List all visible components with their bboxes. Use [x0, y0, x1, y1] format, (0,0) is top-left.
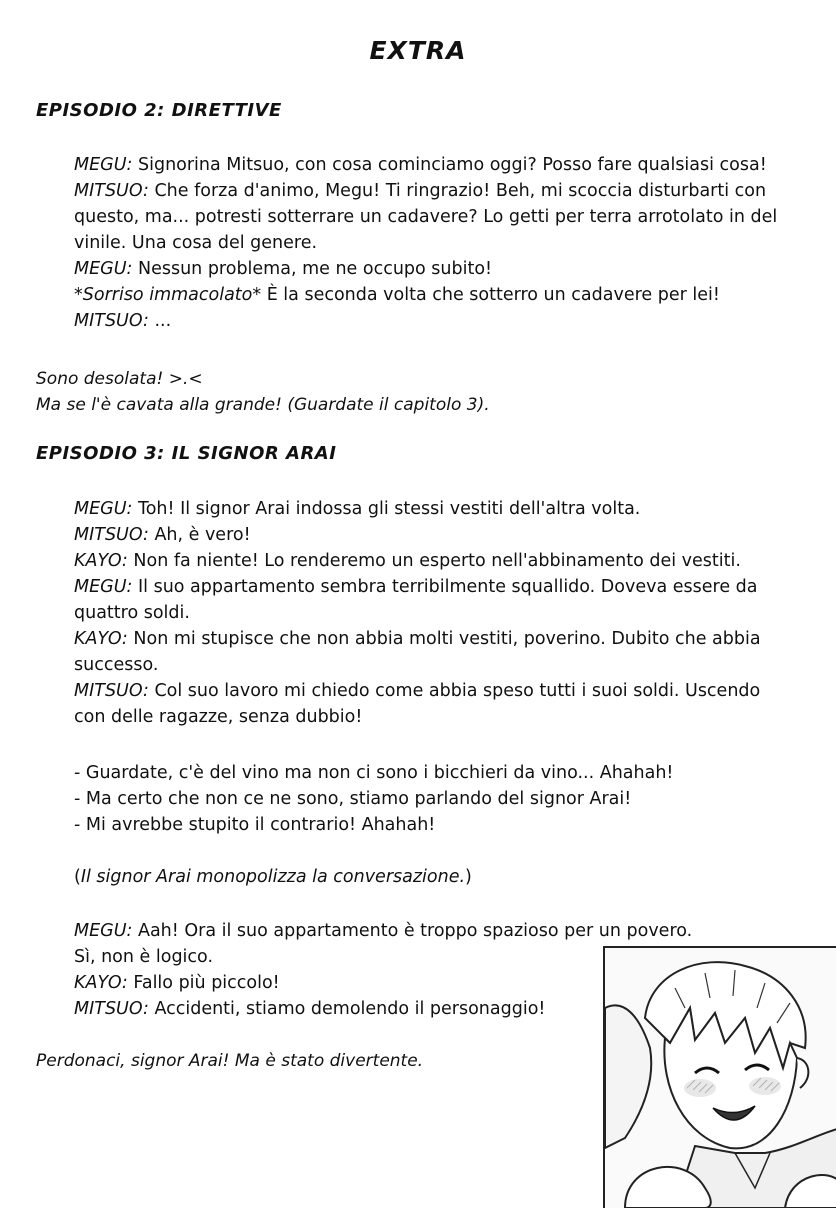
dialogue-line [74, 996, 614, 1022]
speaker-name: MEGU: [74, 921, 133, 941]
dialogue-line [74, 152, 794, 178]
line-text: Sì, non è logico. [74, 947, 214, 967]
note-line: Ma se l'è cavata alla grande! (Guardate il capitolo 3). [36, 395, 490, 415]
speaker-name: MEGU: [74, 577, 133, 597]
aside-paren-open: ( [74, 867, 81, 887]
dialogue-line [74, 970, 614, 996]
note-line: Sono desolata! >.< [36, 369, 203, 389]
line-text: Fallo più piccolo! [127, 973, 280, 993]
line-text: Signorina Mitsuo, con cosa cominciamo oggi? Posso fare qualsiasi cosa! [132, 155, 767, 175]
line-text: Che forza d'animo, Megu! Ti ringrazio! Beh, mi scoccia disturbarti con questo, ma... potresti sotterrare un cadavere? Lo getti per terra arrotolato in del vinile. Una cosa del genere. [74, 181, 778, 253]
dialogue-line [74, 496, 794, 522]
speaker-name: KAYO: [74, 973, 128, 993]
stage-direction: *Sorriso immacolato* [74, 285, 262, 305]
line-text: Ah, è vero! [148, 525, 251, 545]
quote-line: - Mi avrebbe stupito il contrario! Ahahah! [74, 815, 436, 835]
speaker-name: MEGU: [74, 499, 133, 519]
line-text: Aah! Ora il suo appartamento è troppo spazioso per un povero. [132, 921, 693, 941]
line-text: È la seconda volta che sotterro un cadavere per lei! [261, 285, 720, 305]
episode-2-note [36, 366, 796, 418]
line-text: Toh! Il signor Arai indossa gli stessi vestiti dell'altra volta. [132, 499, 641, 519]
note-line: Perdonaci, signor Arai! Ma è stato divertente. [36, 1051, 424, 1071]
aside-paren-close: ) [465, 867, 472, 887]
episode-3-dialogue-end [74, 918, 693, 1022]
page-title: EXTRA [369, 36, 467, 65]
conversation-quotes [74, 760, 794, 838]
quote-line: - Guardate, c'è del vino ma non ci sono i bicchieri da vino... Ahahah! [74, 763, 674, 783]
line-text: Non fa niente! Lo renderemo un esperto nell'abbinamento dei vestiti. [127, 551, 741, 571]
dialogue-line [74, 282, 794, 308]
speaker-name: MITSUO: [74, 311, 149, 331]
dialogue-line [74, 308, 794, 334]
manga-panel-illustration [603, 946, 836, 1208]
dialogue-line [74, 522, 794, 548]
dialogue-line [74, 678, 794, 730]
episode-3-dialogue [74, 496, 794, 730]
episode-3-heading: EPISODIO 3: IL SIGNOR ARAI [36, 443, 337, 464]
episode-2-dialogue [74, 152, 794, 334]
aside-text: Il signor Arai monopolizza la conversazione. [80, 867, 466, 887]
speaker-name: KAYO: [74, 551, 128, 571]
dialogue-line [74, 178, 794, 256]
line-text: Nessun problema, me ne occupo subito! [132, 259, 493, 279]
speaker-name: MITSUO: [74, 999, 149, 1019]
dialogue-line [74, 626, 794, 678]
dialogue-line [74, 548, 794, 574]
dialogue-line [74, 918, 794, 944]
speaker-name: MITSUO: [74, 681, 149, 701]
line-text: Il suo appartamento sembra terribilmente squallido. Doveva essere da quattro soldi. [74, 577, 758, 623]
dialogue-line [74, 944, 614, 970]
speaker-name: MEGU: [74, 259, 133, 279]
speaker-name: MEGU: [74, 155, 133, 175]
speaker-name: MITSUO: [74, 181, 149, 201]
line-text: ... [148, 311, 172, 331]
speaker-name: KAYO: [74, 629, 128, 649]
dialogue-line [74, 256, 794, 282]
aside-note [74, 864, 794, 890]
dialogue-line [74, 574, 794, 626]
line-text: Col suo lavoro mi chiedo come abbia speso tutti i suoi soldi. Uscendo con delle ragazze, senza dubbio! [74, 681, 761, 727]
line-text: Accidenti, stiamo demolendo il personaggio! [148, 999, 546, 1019]
line-text: Non mi stupisce che non abbia molti vestiti, poverino. Dubito che abbia successo. [74, 629, 761, 675]
speaker-name: MITSUO: [74, 525, 149, 545]
smiling-character-icon [605, 948, 836, 1208]
episode-2-heading: EPISODIO 2: DIRETTIVE [36, 100, 282, 121]
quote-line: - Ma certo che non ce ne sono, stiamo parlando del signor Arai! [74, 789, 632, 809]
